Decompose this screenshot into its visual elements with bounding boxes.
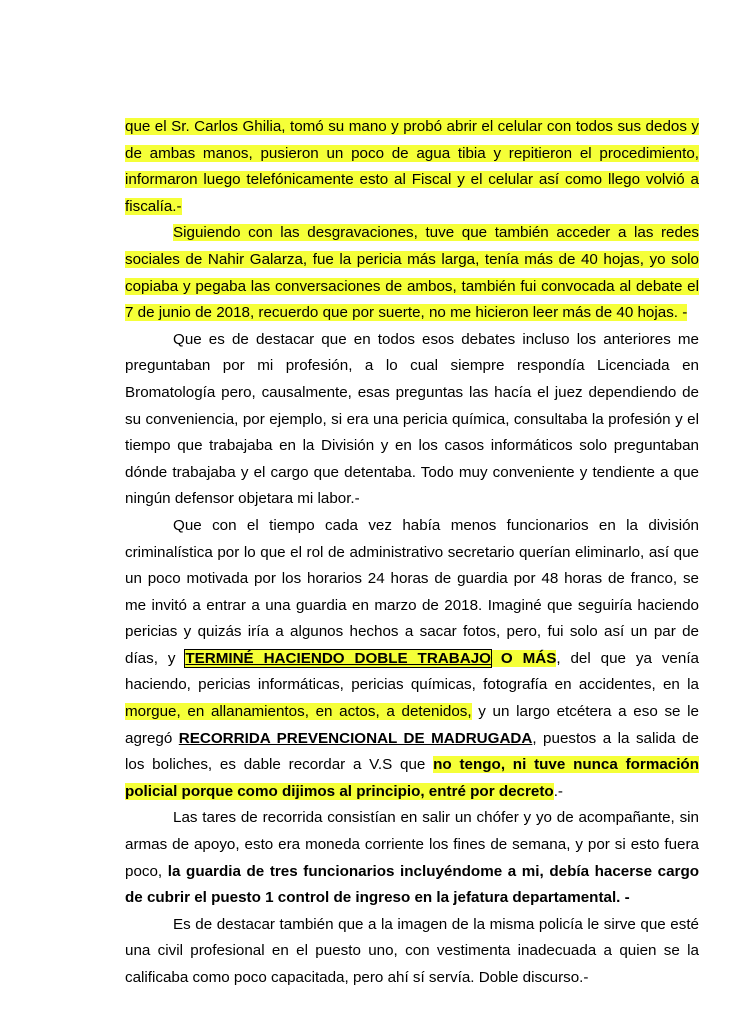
recorrida-prevencional-phrase: RECORRIDA PREVENCIONAL DE MADRUGADA [178,729,533,747]
paragraph-4-text-d: , puestos a la salida de los boliches, es dable recordar a V.S que [125,729,699,774]
paragraph-4 [125,513,699,806]
highlighted-text: que el Sr. Carlos Ghilia, tomó su mano y probó abrir el celular con todos sus dedos y de ambas manos, pusieron un poco de agua tibia y repitieron el procedimiento, informaron luego telefónicamente esto al Fiscal y el celular así como llego volvió a fiscalía.- [125,118,699,215]
document-body [125,114,699,992]
paragraph-5-text: Las tares de recorrida consistían en salir un chófer y yo de acompañante, sin armas de apoyo, esto era moneda corriente los fines de semana, y por si esto fuera poco, [125,809,699,880]
paragraph-4-text-c: y un largo etcétera a eso se le agregó [125,703,699,747]
paragraph-4-text-e: .- [553,782,563,800]
boxed-underlined-phrase [185,650,491,667]
doble-trabajo-phrase: TERMINÉ HACIENDO DOBLE TRABAJO [185,649,491,667]
bold-statement: la guardia de tres funcionarios incluyéndome a mi, debía hacerse cargo de cubrir el puesto 1 control de ingreso en la jefatura departamental. - [125,862,699,907]
highlighted-bold-phrase [185,650,556,667]
paragraph-3: Que es de destacar que en todos esos debates incluso los anteriores me preguntaban por mi profesión, a lo cual siempre respondía Licenciada en Bromatología pero, causalmente, esas preguntas las hacía el juez dependiendo de su conveniencia, por ejemplo, si era una pericia química, consultaba la profesión y el tiempo que trabajaba en la División y en los casos informáticos solo preguntaban dónde trabajaba y el cargo que detentaba. Todo muy conveniente y tendiente a que ningún defensor objetara mi labor.- [125,330,699,508]
paragraph-4-text-a: Que con el tiempo cada vez había menos funcionarios en la división criminalística por lo que el rol de administrativo secretario querían eliminarlo, así que un poco motivada por los horarios 24 horas de guardia por 48 horas de franco, se me invitó a entrar a una guardia en marzo de 2018. Imaginé que seguiría haciendo pericias y quizás iría a algunos hechos a sacar fotos, pero, fui solo así un par de días, y [125,516,699,667]
o-mas-phrase: O MÁS [490,649,557,667]
highlighted-list: morgue, en allanamientos, en actos, a detenidos, [125,703,472,721]
paragraph-2 [125,220,699,326]
paragraph-5 [125,805,699,911]
highlighted-bold-statement: no tengo, ni tuve nunca formación policial porque como dijimos al principio, entré por decreto [125,756,699,800]
paragraph-1 [125,114,699,220]
paragraph-6: Es de destacar también que a la imagen de la misma policía le sirve que esté una civil profesional en el puesto uno, con vestimenta inadecuada a quien se la calificaba como poco capacitada, pero ahí sí servía. Doble discurso.- [125,915,699,986]
highlighted-text: Siguiendo con las desgravaciones, tuve que también acceder a las redes sociales de Nahir Galarza, fue la pericia más larga, tenía más de 40 hojas, yo solo copiaba y pegaba las conversaciones de ambos, también fui convocada al debate el 7 de junio de 2018, recuerdo que por suerte, no me hicieron leer más de 40 hojas. - [125,224,699,322]
paragraph-4-text-b: , del que ya venía haciendo, pericias informáticas, pericias químicas, fotografía en accidentes, en la [125,649,699,694]
